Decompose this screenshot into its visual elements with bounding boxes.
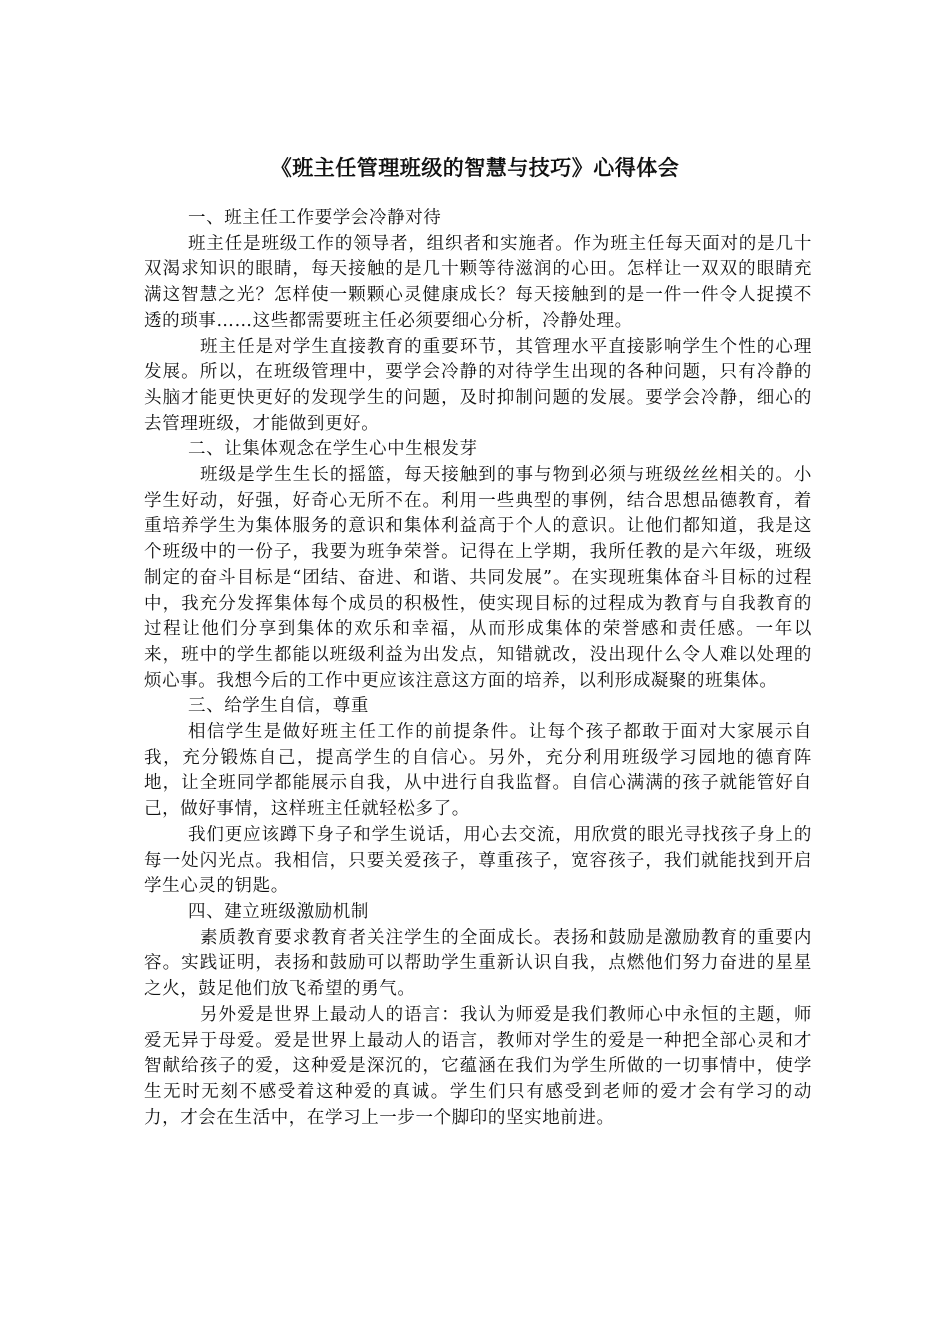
- paragraph: 班级是学生生长的摇篮，每天接触到的事与物到必须与班级丝丝相关的。小学生好动，好强，好奇心无所不在。利用一些典型的事例，结合思想品德教育，着重培养学生为集体服务的意识和集体利益高于个人的意识。让他们都知道，我是这个班级中的一份子，我要为班争荣誉。记得在上学期，我所任教的是六年级，班级制定的奋斗目标是“团结、奋进、和谐、共同发展”。在实现班集体奋斗目标的过程中，我充分发挥集体每个成员的积极性，使实现目标的过程成为教育与自我教育的过程让他们分享到集体的欢乐和幸福，从而形成集体的荣誉感和责任感。一年以来，班中的学生都能以班级利益为出发点，知错就改，没出现什么令人难以处理的烦心事。我想今后的工作中更应该注意这方面的培养，以利形成凝聚的班集体。: [144, 465, 812, 691]
- section-heading: 一、班主任工作要学会冷静对待: [188, 208, 442, 228]
- paragraph: 班主任是对学生直接教育的重要环节，其管理水平直接影响学生个性的心理发展。所以，在班级管理中，要学会冷静的对待学生出现的各种问题，只有冷静的头脑才能更快更好的发现学生的问题，及时抑制问题的发展。要学会冷静，细心的去管理班级，才能做到更好。: [144, 336, 812, 434]
- paragraph: 我们更应该蹲下身子和学生说话，用心去交流，用欣赏的眼光寻找孩子身上的每一处闪光点。我相信，只要关爱孩子，尊重孩子，宽容孩子，我们就能找到开启学生心灵的钥匙。: [144, 824, 812, 897]
- document-body: [144, 206, 812, 1131]
- document-title: 《班主任管理班级的智慧与技巧》心得体会: [270, 156, 680, 180]
- paragraph: 另外爱是世界上最动人的语言：我认为师爱是我们教师心中永恒的主题，师爱无异于母爱。爱是世界上最动人的语言，教师对学生的爱是一种把全部心灵和才智献给孩子的爱，这种爱是深沉的，它蕴涵在我们为学生所做的一切事情中，使学生无时无刻不感受着这种爱的真诚。学生们只有感受到老师的爱才会有学习的动力，才会在生活中，在学习上一步一个脚印的坚实地前进。: [144, 1004, 812, 1128]
- section-heading: 二、让集体观念在学生心中生根发芽: [188, 439, 478, 460]
- section-heading: 四、建立班级激励机制: [188, 901, 369, 922]
- paragraph: 班主任是班级工作的领导者，组织者和实施者。作为班主任每天面对的是几十双渴求知识的眼睛，每天接触的是几十颗等待滋润的心田。怎样让一双双的眼睛充满这智慧之光？怎样使一颗颗心灵健康成长？每天接触到的是一件一件令人捉摸不透的琐事……这些都需要班主任必须要细心分析，冷静处理。: [144, 233, 812, 331]
- paragraph: 相信学生是做好班主任工作的前提条件。让每个孩子都敢于面对大家展示自我，充分锻炼自己，提高学生的自信心。另外，充分利用班级学习园地的德育阵地，让全班同学都能展示自我，从中进行自我监督。自信心满满的孩子就能管好自己，做好事情，这样班主任就轻松多了。: [144, 722, 812, 820]
- section-heading: 三、给学生自信，尊重: [188, 696, 369, 717]
- paragraph: 素质教育要求教育者关注学生的全面成长。表扬和鼓励是激励教育的重要内容。实践证明，表扬和鼓励可以帮助学生重新认识自我，点燃他们努力奋进的星星之火，鼓足他们放飞希望的勇气。: [144, 927, 812, 1000]
